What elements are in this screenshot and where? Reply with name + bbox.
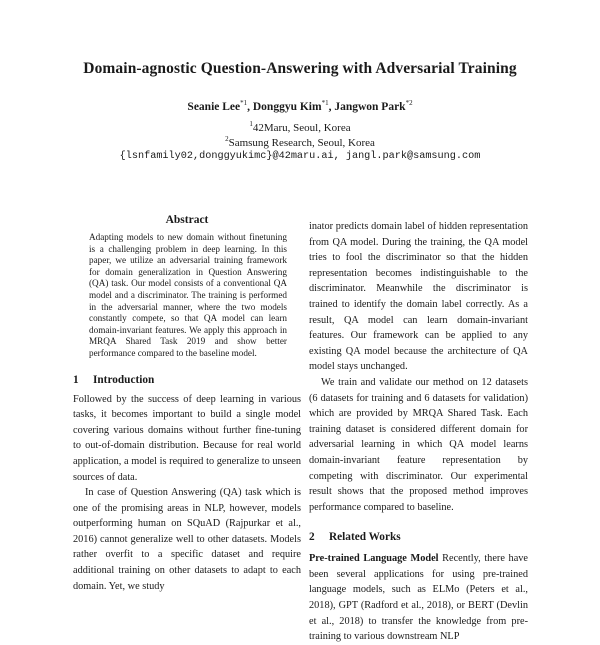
intro-paragraph-2: In case of Question Answering (QA) task which is one of the promising areas in NLP, however, models outperforming human on SQuAD (Rajpurkar et al., 2016) cannot generalize well to other datasets. Models rather overfit to a specific dataset and require additional training on other datasets to adapt to each domain. Yet, we study (73, 487, 301, 592)
left-column (73, 210, 301, 594)
right-paragraph-1: inator predicts domain label of hidden representation from QA model. During the training, the QA model tries to fool the discriminator so that the hidden representation becomes indistinguishable to the discriminator. Meanwhile the discriminator is trained to identify the domain label correctly. As a result, QA model can learn domain-invariant features. Our framework can be applied to any existing QA model because the architecture of QA model stays unchanged. (309, 221, 528, 373)
affiliation-mark: 1 (249, 120, 253, 128)
author-name: Seanie Lee (187, 101, 241, 113)
related-paragraph-1 (309, 551, 528, 645)
affiliation-mark: 2 (225, 135, 229, 143)
author-separator: , (247, 101, 253, 113)
affiliation (0, 137, 600, 149)
right-paragraph-2: We train and validate our method on 12 datasets (6 datasets for training and 6 datasets for validation) which are provided by MRQA Shared Task. Each training dataset is considered different domain for adversarial learning in which QA model learns domain-invariant feature representation by competing with discriminator. Our experimental result shows that the proposed method improves performance compared to baseline. (309, 376, 528, 513)
author-list (0, 101, 600, 113)
author-name: Donggyu Kim (252, 101, 322, 113)
section-heading-related-works (309, 531, 528, 543)
abstract-heading: Abstract (165, 214, 209, 226)
author-mark: *1 (240, 99, 248, 107)
section-number: 2 (309, 531, 315, 544)
intro-paragraph-1: Followed by the success of deep learning in various tasks, it becomes important to build a single model covering various domains without further fine-tuning to out-of-domain distribution. Because for real world application, a model is required to generalize to unseen sources of data. (73, 393, 301, 483)
section-title: Related Works (329, 531, 401, 544)
abstract-text: Adapting models to new domain without finetuning is a challenging problem in deep learning. In this paper, we utilize an adversarial training framework for domain generalization in Question Answering (QA) task. Our model consists of a conventional QA model and a discriminator. The training is performed in the adversarial manner, where the two models constantly compete, so that QA model can learn domain-invariant features. We apply this approach in MRQA Shared Task 2019 and show better performance compared to the baseline model. (89, 232, 287, 358)
section-heading-introduction (73, 374, 301, 386)
author-mark: *2 (405, 99, 413, 107)
section-number: 1 (73, 373, 79, 386)
author-emails: {lsnfamily02,donggyukimc}@42maru.ai, jangl.park@samsung.com (119, 151, 481, 162)
author-mark: *1 (321, 99, 329, 107)
author-name: Jangwon Park (334, 101, 406, 113)
section-title: Introduction (93, 373, 155, 386)
affiliation-text: 42Maru, Seoul, Korea (252, 122, 351, 134)
paragraph-text: Recently, there have been several applications for using pre-trained language models, such as ELMo (Peters et al., 2018), GPT (Radford et al., 2018), or BERT (Devlin et al., 2018) to transfer the knowledge from pre-training to various downstream NLP (309, 553, 528, 643)
right-column (309, 219, 528, 645)
paper-title: Domain-agnostic Question-Answering with Adversarial Training (83, 60, 517, 77)
paragraph-runin-heading: Pre-trained Language Model (309, 553, 439, 565)
author-separator: , (328, 101, 335, 113)
affiliation-text: Samsung Research, Seoul, Korea (228, 137, 375, 149)
affiliation (0, 122, 600, 134)
